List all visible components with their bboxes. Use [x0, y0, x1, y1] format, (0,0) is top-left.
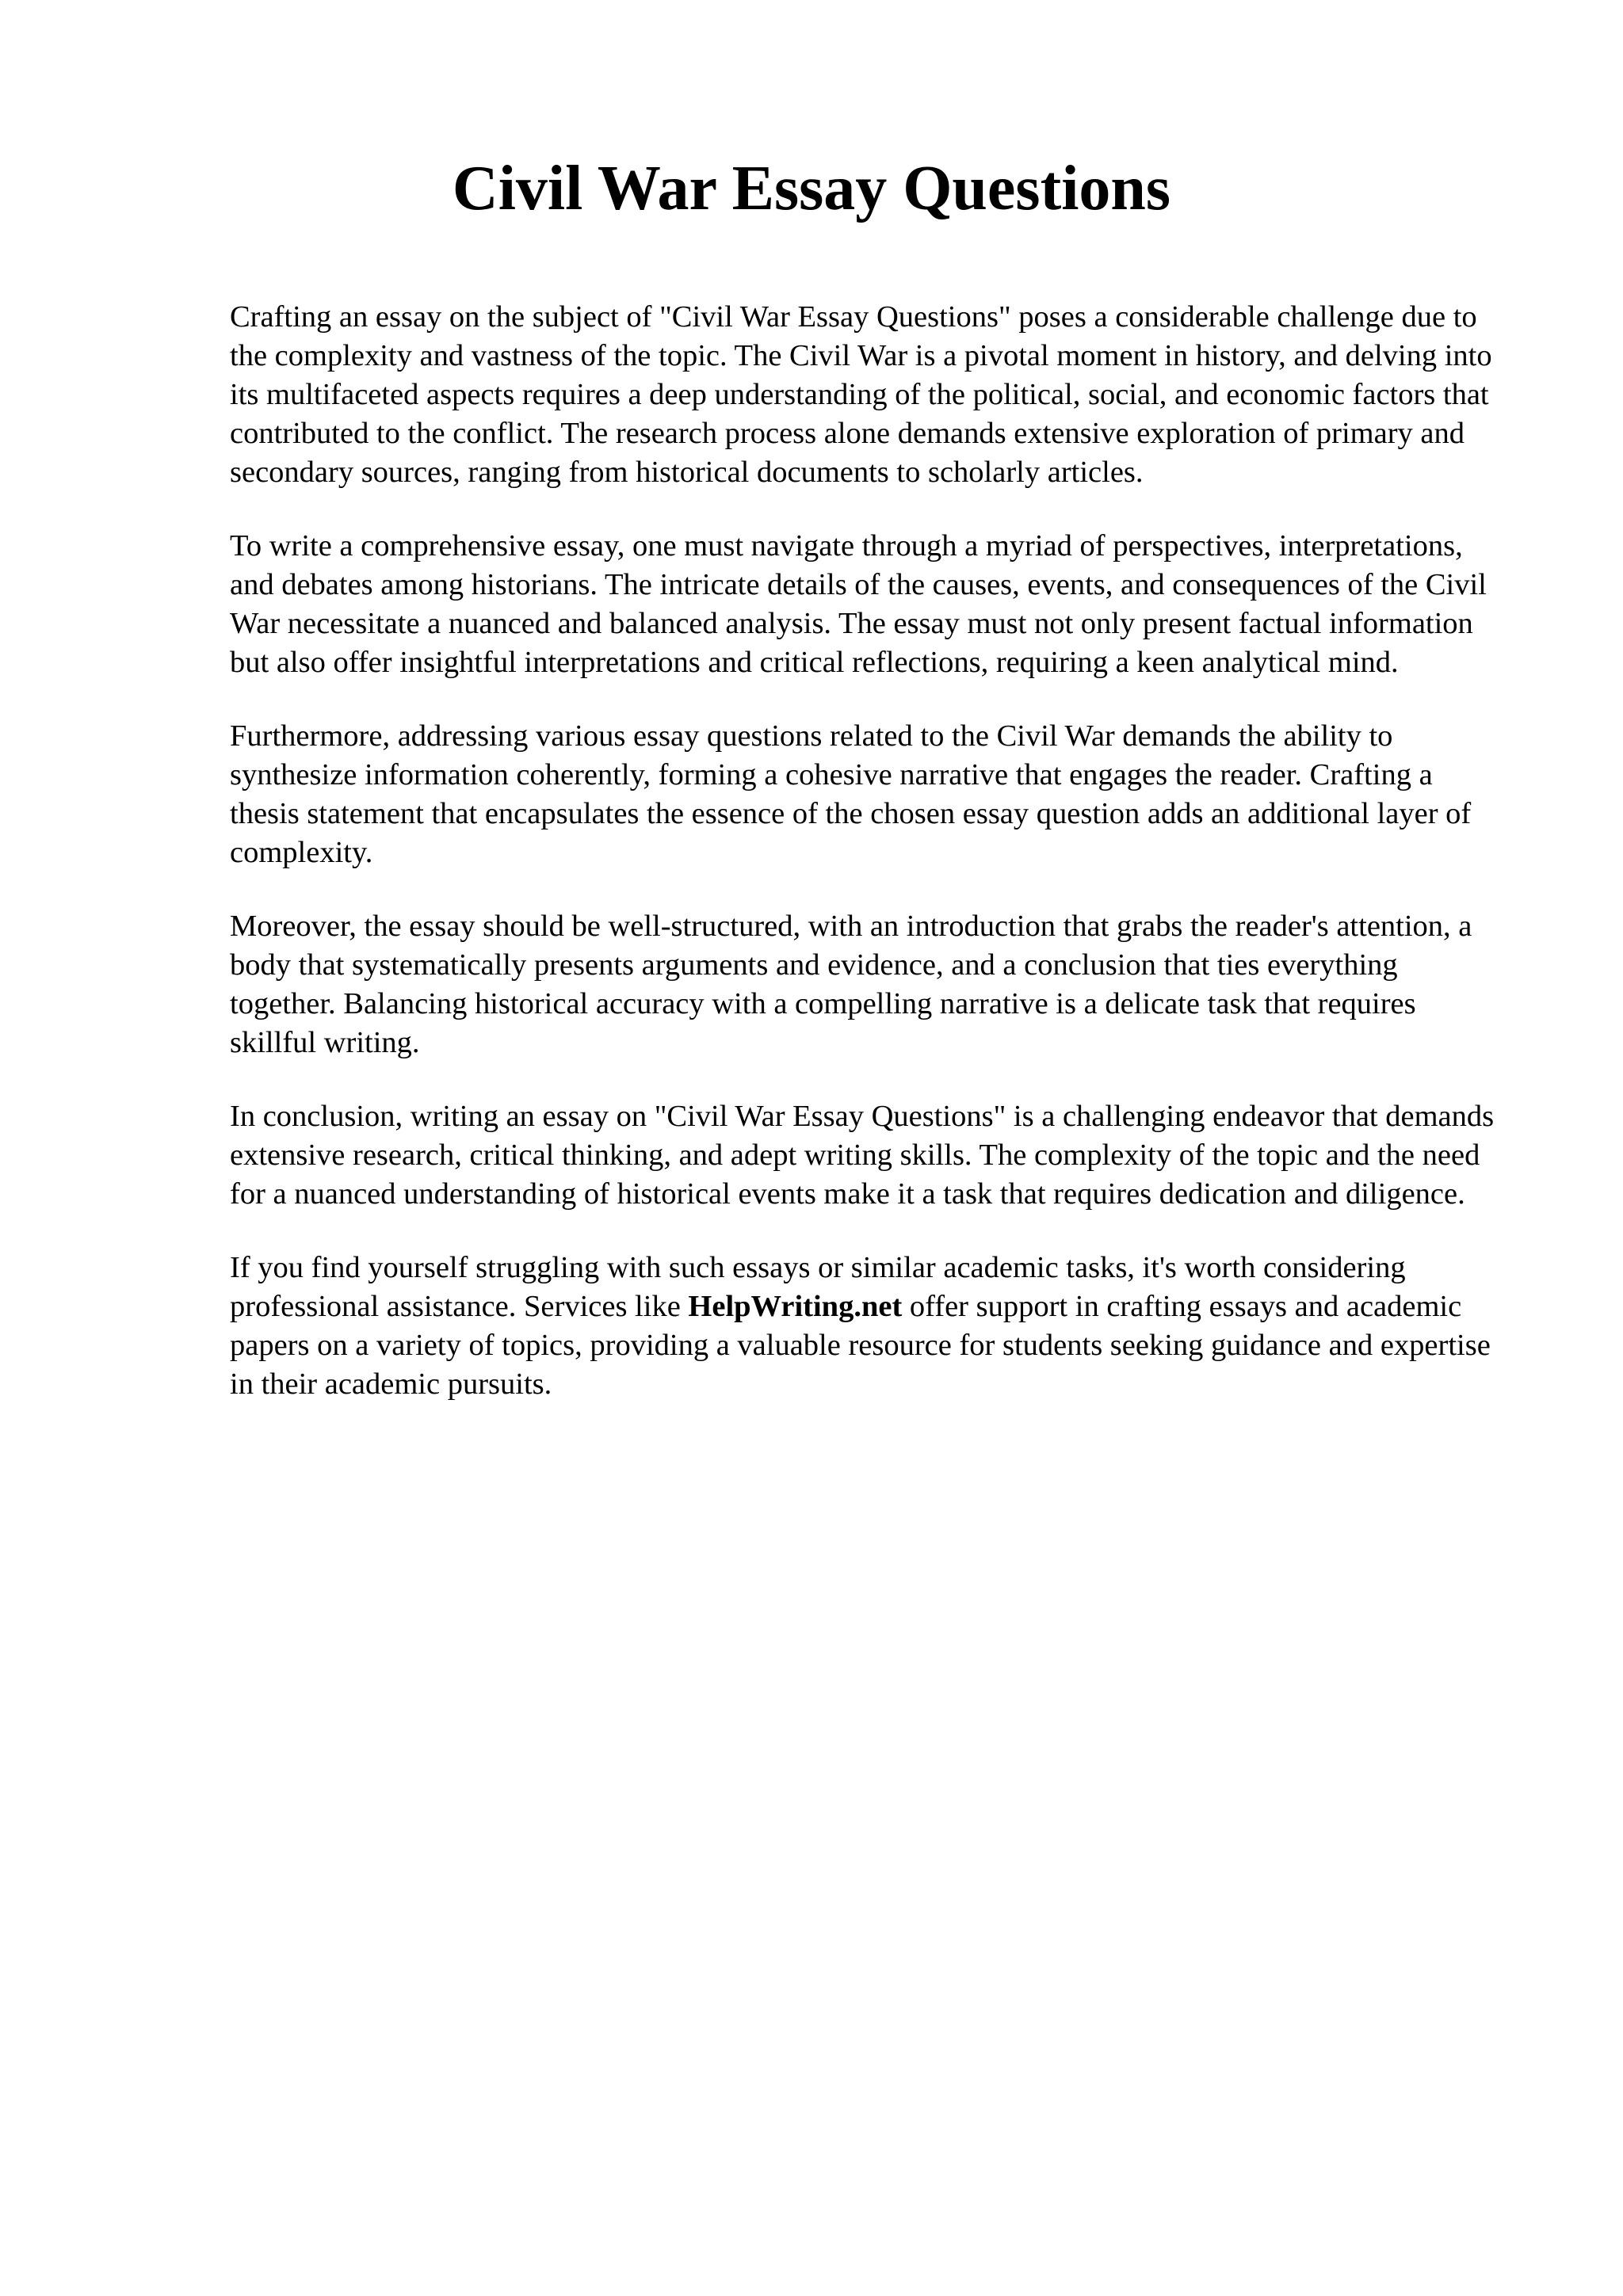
essay-body [230, 298, 1498, 1439]
paragraph-6-text-after: offer support in crafting essays and academic papers on a variety of topics, providing a valuable resource for students seeking guidance and expertise in their academic pursuits. [230, 1290, 1491, 1401]
paragraph-3: Furthermore, addressing various essay questions related to the Civil War demands the ability to synthesize information coherently, forming a cohesive narrative that engages the reader. Crafting a thesis statement that encapsulates the essence of the chosen essay question adds an additional layer of complexity. [230, 719, 1472, 869]
paragraph-4: Moreover, the essay should be well-structured, with an introduction that grabs the reader's attention, a body that systematically presents arguments and evidence, and a conclusion that ties everything together. Balancing historical accuracy with a compelling narrative is a delicate task that requires skillful writing. [230, 910, 1472, 1059]
service-brand-name: HelpWriting.net [688, 1290, 903, 1323]
paragraph-6-text-before: If you find yourself struggling with such essays or similar academic tasks, it's worth considering professional assistance. Services like [230, 1251, 1406, 1323]
page-title: Civil War Essay Questions [452, 154, 1171, 223]
paragraph-2: To write a comprehensive essay, one must navigate through a myriad of perspectives, interpretations, and debates among historians. The intricate details of the causes, events, and consequences of the Civil War necessitate a nuanced and balanced analysis. The essay must not only present factual information but also offer insightful interpretations and critical reflections, requiring a keen analytical mind. [230, 529, 1487, 679]
paragraph-5: In conclusion, writing an essay on "Civil War Essay Questions" is a challenging endeavor that demands extensive research, critical thinking, and adept writing skills. The complexity of the topic and the need for a nuanced understanding of historical events make it a task that requires dedication and diligence. [230, 1100, 1495, 1211]
paragraph-6 [230, 1249, 1498, 1404]
paragraph-1: Crafting an essay on the subject of "Civil War Essay Questions" poses a considerable challenge due to the complexity and vastness of the topic. The Civil War is a pivotal moment in history, and delving into its multifaceted aspects requires a deep understanding of the political, social, and economic factors that contributed to the conflict. The research process alone demands extensive exploration of primary and secondary sources, ranging from historical documents to scholarly articles. [230, 300, 1492, 489]
